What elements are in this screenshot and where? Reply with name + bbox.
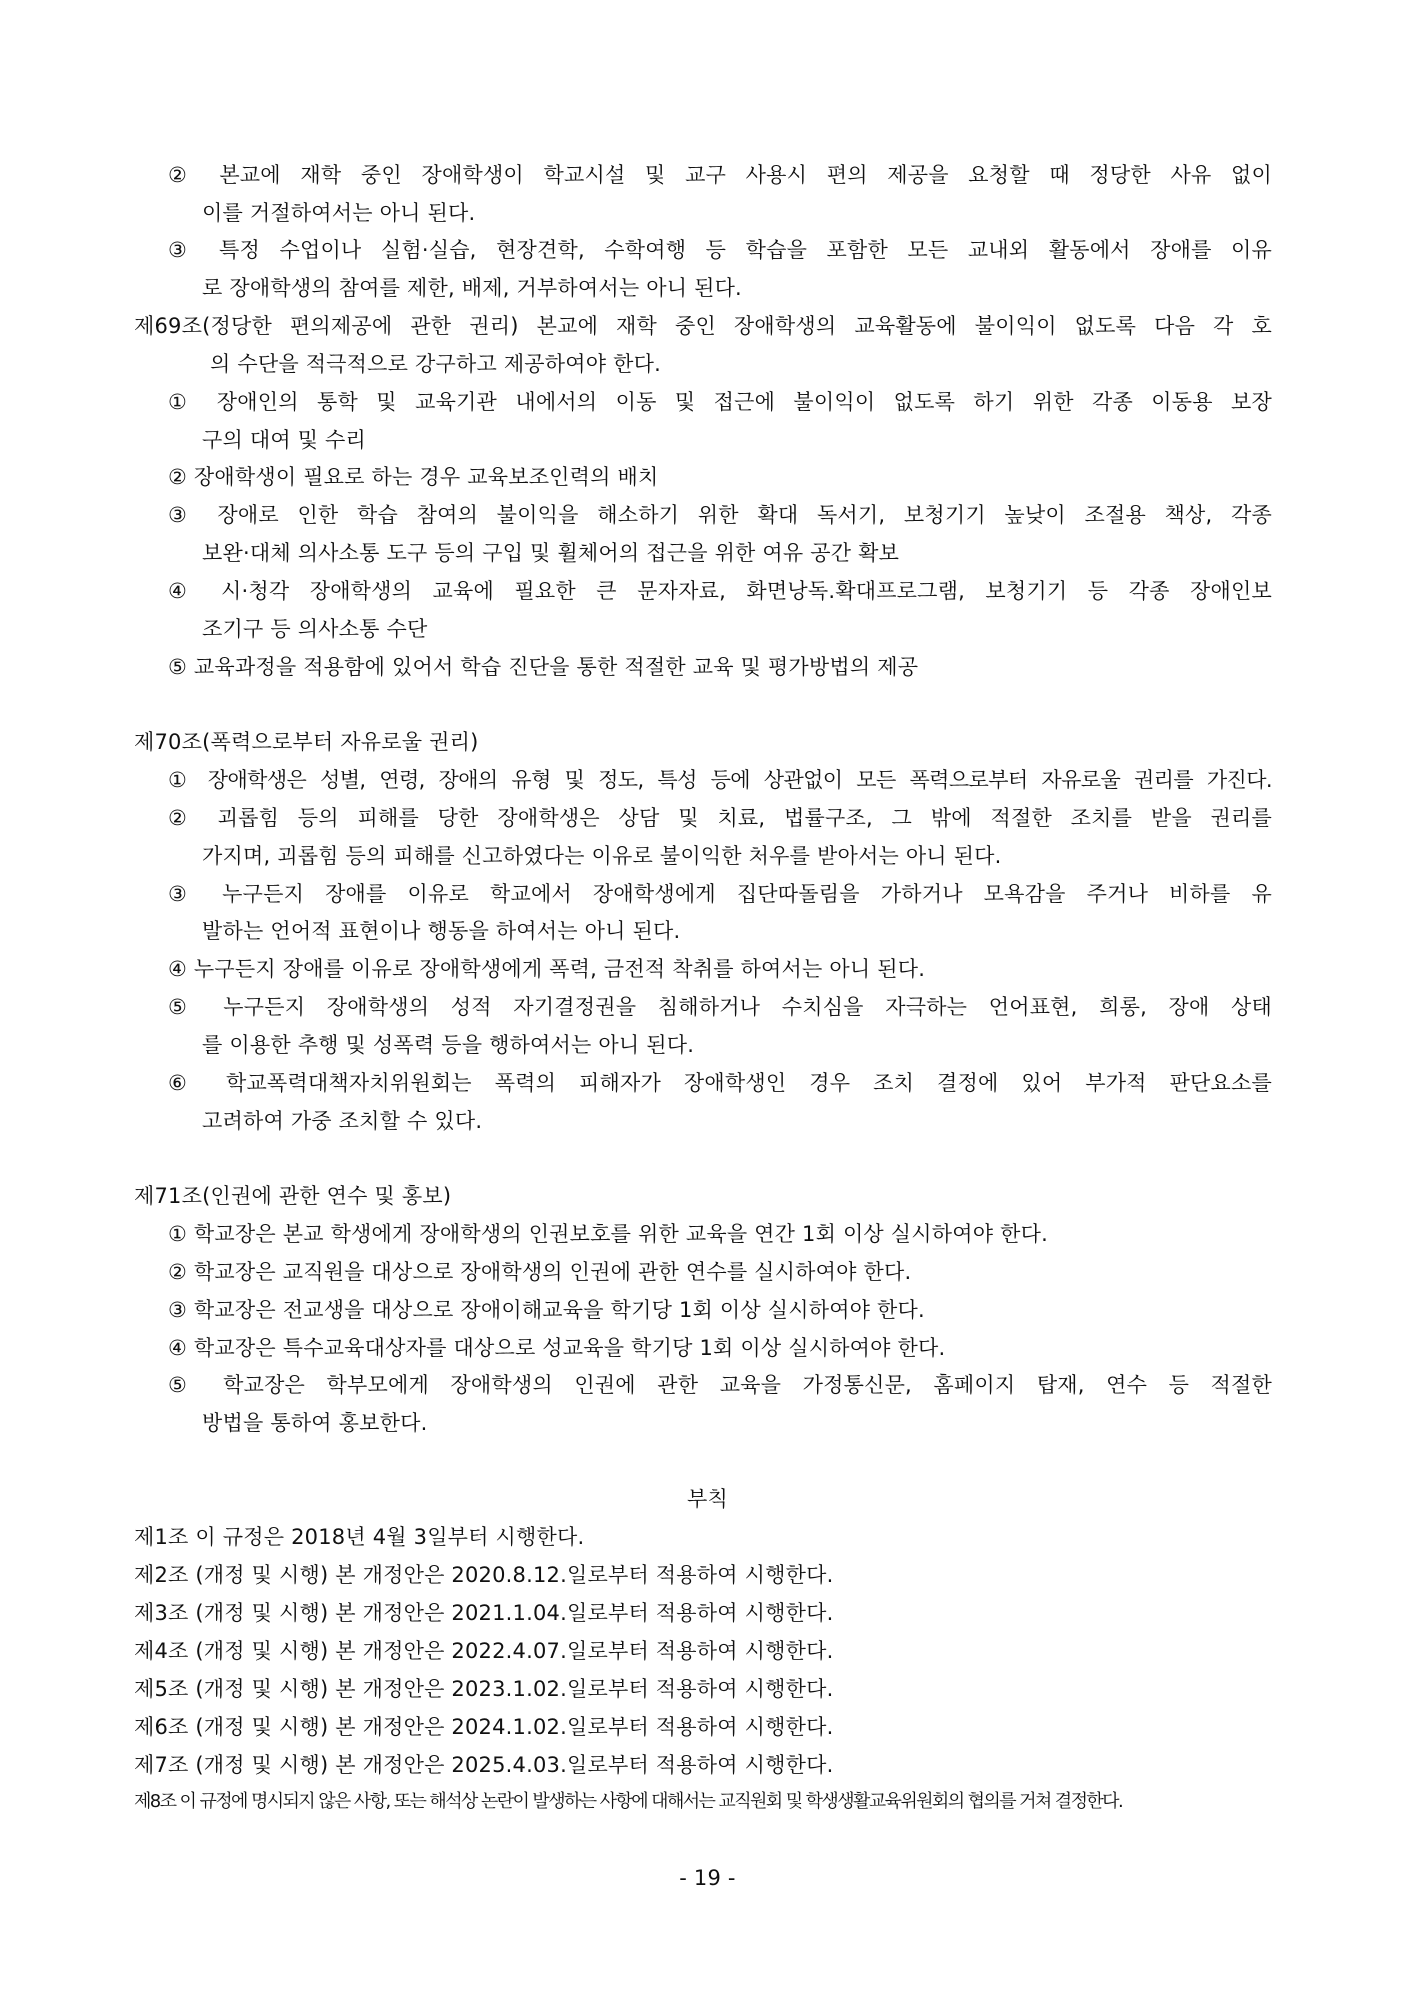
clause-69-3-line-1: ③ 장애로 인한 학습 참여의 불이익을 해소하기 위한 확대 독서기, 보청기기 높낮이 조절용 책상, 각종 xyxy=(168,503,1272,527)
article-70-heading: 제70조(폭력으로부터 자유로울 권리) xyxy=(134,730,479,754)
clause-69-4-line-1: ④ 시·청각 장애학생의 교육에 필요한 큰 문자자료, 화면낭독.확대프로그램, 보청기기 등 각종 장애인보 xyxy=(168,579,1272,603)
supplementary-provisions-title: 부칙 xyxy=(687,1487,728,1511)
clause-69-2: ② 장애학생이 필요로 하는 경우 교육보조인력의 배치 xyxy=(168,465,659,489)
clause-71-4: ④ 학교장은 특수교육대상자를 대상으로 성교육을 학기당 1회 이상 실시하여야 한다. xyxy=(168,1336,946,1360)
clause-71-1: ① 학교장은 본교 학생에게 장애학생의 인권보호를 위한 교육을 연간 1회 이상 실시하여야 한다. xyxy=(168,1222,1048,1246)
addendum-article-6: 제6조 (개정 및 시행) 본 개정안은 2024.1.02.일로부터 적용하여 시행한다. xyxy=(134,1715,834,1739)
clause-68-2-line-1: ② 본교에 재학 중인 장애학생이 학교시설 및 교구 사용시 편의 제공을 요청할 때 정당한 사유 없이 xyxy=(168,163,1272,187)
addendum-article-3: 제3조 (개정 및 시행) 본 개정안은 2021.1.04.일로부터 적용하여 시행한다. xyxy=(134,1601,834,1625)
clause-69-1-line-1: ① 장애인의 통학 및 교육기관 내에서의 이동 및 접근에 불이익이 없도록 하기 위한 각종 이동용 보장 xyxy=(168,390,1272,414)
clause-70-2-line-1: ② 괴롭힘 등의 피해를 당한 장애학생은 상담 및 치료, 법률구조, 그 밖에 적절한 조치를 받을 권리를 xyxy=(168,806,1272,830)
clause-70-5-line-2: 를 이용한 추행 및 성폭력 등을 행하여서는 아니 된다. xyxy=(202,1033,695,1057)
clause-69-1-line-2: 구의 대여 및 수리 xyxy=(202,428,367,452)
clause-70-3-line-1: ③ 누구든지 장애를 이유로 학교에서 장애학생에게 집단따돌림을 가하거나 모욕감을 주거나 비하를 유 xyxy=(168,882,1272,906)
article-71-heading: 제71조(인권에 관한 연수 및 홍보) xyxy=(134,1184,452,1208)
clause-68-3-line-1: ③ 특정 수업이나 실험·실습, 현장견학, 수학여행 등 학습을 포함한 모든 교내외 활동에서 장애를 이유 xyxy=(168,238,1272,262)
clause-69-4-line-2: 조기구 등 의사소통 수단 xyxy=(202,617,428,641)
addendum-article-7: 제7조 (개정 및 시행) 본 개정안은 2025.4.03.일로부터 적용하여 시행한다. xyxy=(134,1753,834,1777)
clause-68-2-line-2: 이를 거절하여서는 아니 된다. xyxy=(202,201,476,225)
clause-70-1: ① 장애학생은 성별, 연령, 장애의 유형 및 정도, 특성 등에 상관없이 모든 폭력으로부터 자유로울 권리를 가진다. xyxy=(168,768,1272,792)
clause-71-2: ② 학교장은 교직원을 대상으로 장애학생의 인권에 관한 연수를 실시하여야 한다. xyxy=(168,1260,912,1284)
clause-68-3-line-2: 로 장애학생의 참여를 제한, 배제, 거부하여서는 아니 된다. xyxy=(202,276,742,300)
addendum-article-8: 제8조 이 규정에 명시되지 않은 사항, 또는 해석상 논란이 발생하는 사항에 대해서는 교직원회 및 학생생활교육위원회의 협의를 거쳐 결정한다. xyxy=(134,1791,1123,1812)
clause-70-6-line-2: 고려하여 가중 조치할 수 있다. xyxy=(202,1109,483,1133)
addendum-article-2: 제2조 (개정 및 시행) 본 개정안은 2020.8.12.일로부터 적용하여 시행한다. xyxy=(134,1563,834,1587)
addendum-article-5: 제5조 (개정 및 시행) 본 개정안은 2023.1.02.일로부터 적용하여 시행한다. xyxy=(134,1677,834,1701)
clause-71-5-line-1: ⑤ 학교장은 학부모에게 장애학생의 인권에 관한 교육을 가정통신문, 홈페이지 탑재, 연수 등 적절한 xyxy=(168,1373,1272,1397)
clause-70-6-line-1: ⑥ 학교폭력대책자치위원회는 폭력의 피해자가 장애학생인 경우 조치 결정에 있어 부가적 판단요소를 xyxy=(168,1071,1272,1095)
clause-70-5-line-1: ⑤ 누구든지 장애학생의 성적 자기결정권을 침해하거나 수치심을 자극하는 언어표현, 희롱, 장애 상태 xyxy=(168,995,1272,1019)
clause-70-3-line-2: 발하는 언어적 표현이나 행동을 하여서는 아니 된다. xyxy=(202,919,681,943)
clause-71-5-line-2: 방법을 통하여 홍보한다. xyxy=(202,1411,428,1435)
addendum-article-4: 제4조 (개정 및 시행) 본 개정안은 2022.4.07.일로부터 적용하여 시행한다. xyxy=(134,1639,834,1663)
page-number: - 19 - xyxy=(679,1866,736,1890)
article-69-heading: 제69조(정당한 편의제공에 관한 권리) 본교에 재학 중인 장애학생의 교육활동에 불이익이 없도록 다음 각 호 xyxy=(134,314,1272,338)
clause-70-2-line-2: 가지며, 괴롭힘 등의 피해를 신고하였다는 이유로 불이익한 처우를 받아서는 아니 된다. xyxy=(202,844,1002,868)
clause-70-4: ④ 누구든지 장애를 이유로 장애학생에게 폭력, 금전적 착취를 하여서는 아니 된다. xyxy=(168,957,926,981)
addendum-article-1: 제1조 이 규정은 2018년 4월 3일부터 시행한다. xyxy=(134,1525,585,1549)
clause-71-3: ③ 학교장은 전교생을 대상으로 장애이해교육을 학기당 1회 이상 실시하여야 한다. xyxy=(168,1298,925,1322)
article-69-heading-line-2: 의 수단을 적극적으로 강구하고 제공하여야 한다. xyxy=(210,352,661,376)
clause-69-3-line-2: 보완·대체 의사소통 도구 등의 구입 및 휠체어의 접근을 위한 여유 공간 확보 xyxy=(202,541,900,565)
clause-69-5: ⑤ 교육과정을 적용함에 있어서 학습 진단을 통한 적절한 교육 및 평가방법의 제공 xyxy=(168,655,919,679)
